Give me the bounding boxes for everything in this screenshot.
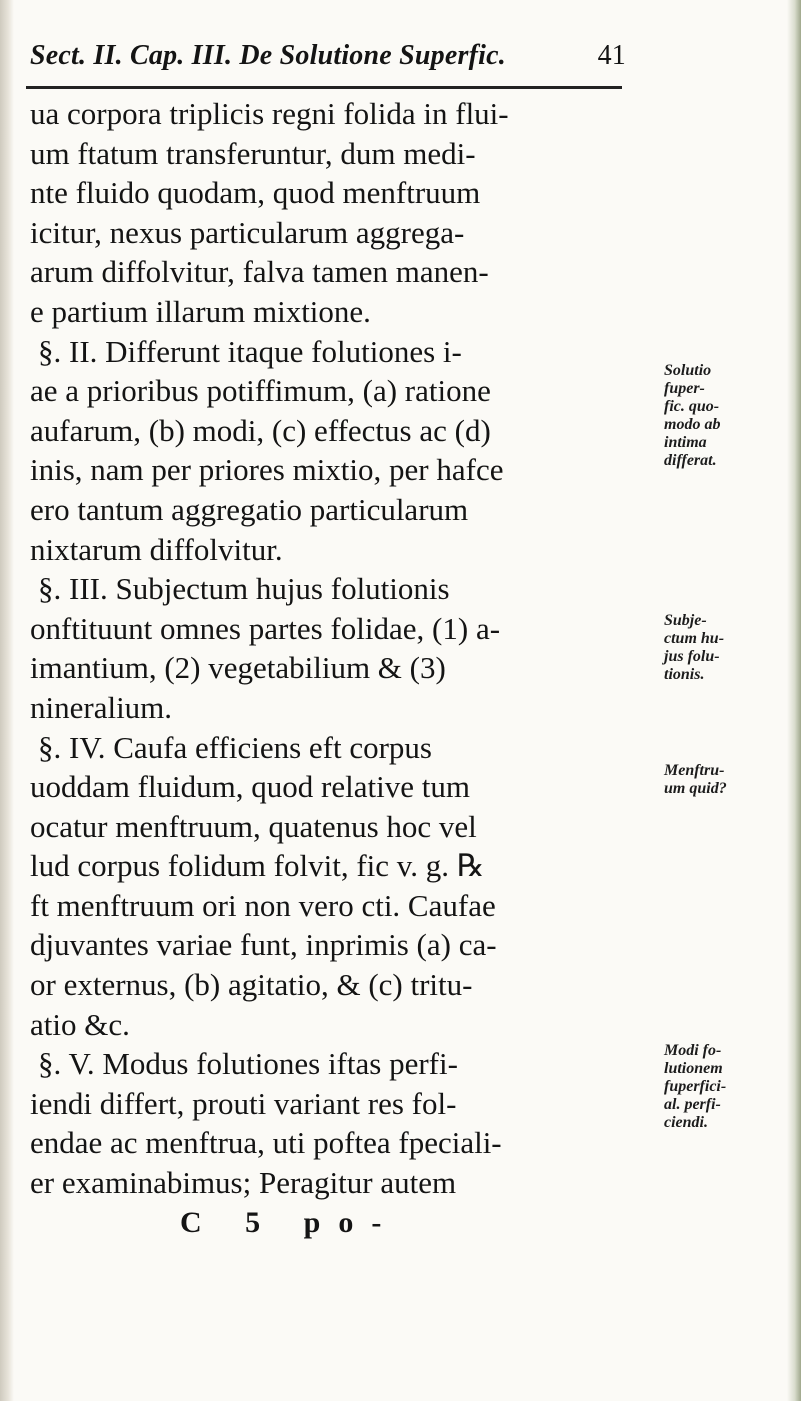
running-title: Sect. II. Cap. III. De Solutione Superfic. — [30, 40, 506, 71]
body-text — [30, 94, 720, 1242]
text-line: §. III. Subjectum hujus folutionis — [38, 571, 450, 607]
text-line: er examinabimus; Peragitur autem — [30, 1165, 457, 1201]
text-line: atio &c. — [30, 1006, 130, 1042]
page-number: 41 — [597, 40, 626, 71]
margin-note-line: Solutio — [664, 362, 712, 379]
text-line: §. IV. Caufa efficiens eft corpus — [38, 729, 432, 765]
text-line: djuvantes variae funt, inprimis (a) ca- — [30, 927, 497, 963]
text-line: inis, nam per priores mixtio, per hafce — [30, 452, 504, 488]
margin-note-line: differat. — [664, 452, 717, 469]
margin-note-line: modo ab — [664, 416, 721, 433]
text-line: nte fluido quodam, quod menftruum — [30, 175, 481, 211]
margin-note-line: ciendi. — [664, 1114, 708, 1131]
text-line: imantium, (2) vegetabilium & (3) — [30, 650, 446, 686]
text-line: endae ac menftrua, uti poftea fpeciali- — [30, 1125, 502, 1161]
margin-note-line: intima — [664, 434, 707, 451]
margin-note-line: Subje- — [664, 612, 707, 629]
text-line: or externus, (b) agitatio, & (c) tritu- — [30, 967, 473, 1003]
text-line: arum diffolvitur, falva tamen manen- — [30, 254, 489, 290]
margin-note-menstruum — [664, 762, 782, 798]
margin-note-line: um quid? — [664, 780, 727, 797]
page-edge-shadow — [787, 0, 801, 1401]
text-line: iendi differt, prouti variant res fol- — [30, 1085, 457, 1121]
text-line: uoddam fluidum, quod relative tum — [30, 769, 470, 805]
text-line: nineralium. — [30, 689, 173, 725]
margin-note-line: al. perfi- — [664, 1096, 721, 1113]
margin-note-line: lutionem — [664, 1060, 723, 1077]
text-line: lud corpus folidum folvit, fic v. g. ℞ — [30, 848, 485, 884]
text-line: ae a prioribus potiffimum, (a) ratione — [30, 373, 491, 409]
margin-note-line: fic. quo- — [664, 398, 720, 415]
margin-note-line: tionis. — [664, 666, 705, 683]
catchword: C 5 po- — [180, 1205, 400, 1239]
text-line: ero tantum aggregatio particularum — [30, 491, 469, 527]
margin-note-solutio — [664, 362, 782, 470]
text-line: icitur, nexus particularum aggrega- — [30, 214, 465, 250]
text-line: um ftatum transferuntur, dum medi- — [30, 135, 476, 171]
text-line: onftituunt omnes partes folidae, (1) a- — [30, 610, 501, 646]
margin-note-line: jus folu- — [664, 648, 720, 665]
margin-note-line: fuper- — [664, 380, 705, 397]
text-line: nixtarum diffolvitur. — [30, 531, 283, 567]
text-line: §. II. Differunt itaque folutiones i- — [38, 333, 462, 369]
text-line: ocatur menftruum, quatenus hoc vel — [30, 808, 477, 844]
margin-note-line: fuperfici- — [664, 1078, 727, 1095]
margin-note-line: ctum hu- — [664, 630, 725, 647]
text-line: aufarum, (b) modi, (c) effectus ac (d) — [30, 412, 491, 448]
text-line: ua corpora triplicis regni folida in flui- — [30, 96, 509, 131]
text-line: ft menftruum ori non vero cti. Caufae — [30, 887, 496, 923]
text-line: e partium illarum mixtione. — [30, 293, 371, 329]
binding-gutter — [0, 0, 14, 1401]
margin-note-line: Menftru- — [664, 762, 725, 779]
margin-note-modi — [664, 1042, 782, 1132]
running-head — [30, 40, 626, 72]
header-rule — [26, 86, 622, 89]
margin-note-line: Modi fo- — [664, 1042, 722, 1059]
margin-note-subjectum — [664, 612, 782, 684]
text-line: §. V. Modus folutiones iftas perfi- — [38, 1046, 458, 1082]
